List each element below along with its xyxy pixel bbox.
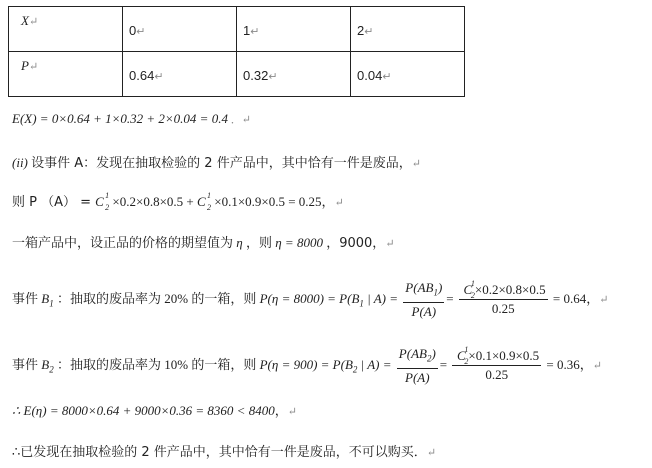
- table-cell-p0: 0.64↵: [123, 52, 237, 97]
- x-value-2: 2: [357, 23, 365, 38]
- table-cell-p1: 0.32↵: [237, 52, 351, 97]
- return-mark: ↵: [28, 16, 39, 28]
- prob-a-line: 则 P （A） = C 1 2 ×0.2×0.8×0.5 + C 1 2 ×0.1×0.9×0.5 = 0.25，↵: [12, 191, 344, 212]
- eta-text-2: ，则: [245, 236, 272, 251]
- table-cell-x0: 0↵: [123, 7, 237, 52]
- conclusion-line: ∴已发现在抽取检验的 2 件产品中，其中恰有一件是废品，不可以购买．↵: [12, 445, 437, 460]
- x-value-0: 0: [129, 23, 137, 38]
- combination-c21-second: C 1 2: [196, 191, 211, 212]
- table-cell-p-label: P↵: [9, 52, 123, 97]
- event-b1-result: = 0.64，: [552, 290, 600, 306]
- event-b2-result: = 0.36，: [546, 356, 593, 372]
- x-label: X: [21, 13, 29, 28]
- x-value-1: 1: [243, 23, 251, 38]
- event-b2-lhs: P(η = 900) = P(B: [259, 356, 353, 372]
- event-a-prefix: (ii): [12, 155, 28, 170]
- expectation-eta-line: ∴ E(η) = 8000×0.64 + 9000×0.36 = 8360 < 8400，↵: [12, 403, 297, 418]
- event-a-line: (ii) 设事件 A：发现在抽取检验的 2 件产品中，其中恰有一件是废品，↵: [12, 155, 421, 171]
- table-cell-p2: 0.04↵: [351, 52, 465, 97]
- combination-c21: C 1 2: [95, 191, 110, 212]
- event-b1-line: 事件 $B_1$ ：抽取的废品率为 20% 的一箱，则 $P(\eta = 8000) = P(B_1$ | A) = $\frac{P(AB_1)}{P(A)}$ = C 1 2 ×0.2×0.8×0.5 0.25 = 0.64，↵: [12, 279, 609, 319]
- event-b2-fraction-1: $\frac{P(AB_2)}{P(A)}$: [398, 346, 436, 385]
- event-b2-rate: 10%: [164, 356, 189, 372]
- expectation-x: E(X) = 0×0.64 + 1×0.32 + 2×0.04 = 0.4: [12, 111, 228, 126]
- event-a-text: 设事件 A：发现在抽取检验的 2 件产品中，其中恰有一件是废品，: [31, 156, 412, 171]
- event-b2-fraction-2: C 1 2 ×0.1×0.9×0.5 0.25: [452, 347, 541, 384]
- event-b2-symbol: $B_2$: [41, 356, 54, 375]
- event-b1-prefix: 事件: [12, 291, 39, 307]
- event-b1-symbol: $B_1$: [41, 290, 54, 309]
- p-value-1: 0.32: [243, 68, 269, 83]
- event-b1-text2: 的一箱，则: [191, 291, 257, 307]
- p-value-2: 0.04: [357, 68, 383, 83]
- table-cell-x-label: [9, 7, 123, 52]
- eta-line: 一箱产品中，设正品的价格的期望值为 η ，则 η = 8000 ，9000，↵: [12, 235, 395, 251]
- eta-text-3: ，9000，: [326, 236, 386, 251]
- p-value-0: 0.64: [129, 68, 155, 83]
- table-cell-x2: 2↵: [351, 7, 465, 52]
- expectation-x-line: E(X) = 0×0.64 + 1×0.32 + 2×0.04 = 0.4 ．↵: [12, 111, 251, 126]
- conclusion-text: ∴已发现在抽取检验的 2 件产品中，其中恰有一件是废品，不可以购买．: [12, 445, 427, 460]
- event-b1-fraction-2: C 1 2 ×0.2×0.8×0.5 0.25: [459, 281, 548, 318]
- event-b1-rate: 20%: [164, 290, 189, 306]
- distribution-table: [8, 6, 465, 97]
- expectation-eta: ∴ E(η) = 8000×0.64 + 9000×0.36 = 8360 < 8400: [12, 403, 275, 418]
- event-b1-fraction-1: $\frac{P(AB_1)}{P(A)}$: [405, 280, 443, 319]
- p-label: P: [21, 58, 29, 73]
- event-b1-lhs: P(η = 8000) = P(B: [259, 290, 360, 306]
- eta-text-1: 一箱产品中，设正品的价格的期望值为: [12, 236, 234, 251]
- event-b2-line: 事件 $B_2$ ：抽取的废品率为 10% 的一箱，则 $P(\eta = 900) = P(B_2$ | A) = $\frac{P(AB_2)}{P(A)}$ = C 1 2 ×0.1×0.9×0.5 0.25 = 0.36，↵: [12, 345, 602, 385]
- eta-symbol: η: [236, 235, 243, 250]
- eta-equation: η = 8000: [275, 235, 323, 250]
- prob-a-expr-1: ×0.2×0.8×0.5 +: [112, 194, 197, 209]
- table-row-p: [9, 52, 465, 97]
- table-row-x: [9, 7, 465, 52]
- table-cell-x1: 1↵: [237, 7, 351, 52]
- event-b1-text: ：抽取的废品率为: [56, 291, 161, 307]
- prob-a-expr-2: ×0.1×0.9×0.5 = 0.25，: [214, 194, 335, 209]
- prob-a-prefix: 则 P （A） =: [12, 195, 96, 210]
